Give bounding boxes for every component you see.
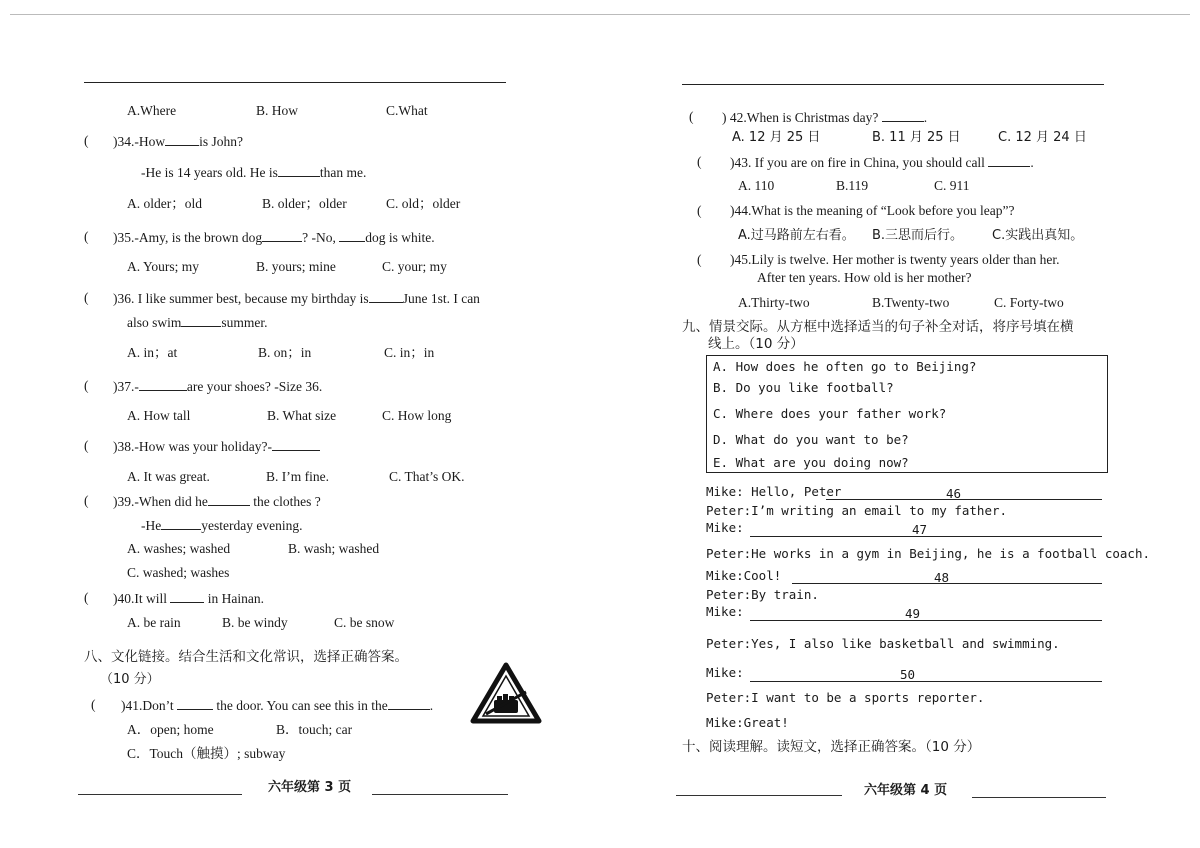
q36-question: )36. I like summer best, because my birthday is June 1st. I can — [113, 291, 480, 306]
dialog-line: Peter:Yes, I also like basketball and swimming. — [706, 636, 1060, 651]
q42-option-c: C. 12 月 24 日 — [998, 130, 1087, 145]
q34-option-b: B. older；older — [262, 196, 347, 211]
q37-option-b: B. What size — [267, 408, 337, 423]
q39-line2: -He yesterday evening. — [141, 518, 303, 533]
dialog-line: Mike:Great! — [706, 715, 789, 730]
do-not-touch-sign-icon — [470, 662, 542, 724]
box-option-b: B. Do you like football? — [713, 380, 894, 395]
dialog-line: Mike: — [706, 520, 744, 535]
q42-question: ) 42.When is Christmas day? . — [722, 110, 928, 125]
q41-option-a: A．open; home — [127, 722, 214, 737]
q38-option-b: B. I’m fine. — [266, 469, 329, 484]
dialog-line: Mike: Hello, Peter — [706, 484, 842, 499]
q38-option-a: A. It was great. — [127, 469, 210, 484]
left-footer-rule-a — [78, 794, 242, 795]
q40-paren: ( — [84, 590, 89, 605]
answer-blank-50 — [750, 681, 1102, 682]
answer-blank-49 — [750, 620, 1102, 621]
q34-question: )34.-How is John? — [113, 134, 243, 149]
q38-option-c: C. That’s OK. — [389, 469, 465, 484]
q41-paren: ( — [91, 697, 96, 712]
scan-edge-line — [10, 14, 1190, 15]
q41-option-c: C．Touch（触摸）; subway — [127, 746, 286, 761]
q33-option-c: C.What — [386, 103, 428, 118]
section-9-title: 九、情景交际。从方框中选择适当的句子补全对话，将序号填在横 — [682, 319, 1074, 335]
q40-option-a: A. be rain — [127, 615, 181, 630]
q38-question: )38.-How was your holiday?- — [113, 438, 320, 455]
q41-option-b: B．touch; car — [276, 722, 353, 737]
q34-answer-line: -He is 14 years old. He is than me. — [141, 165, 367, 180]
q37-option-a: A. How tall — [127, 408, 191, 423]
q35-option-a: A. Yours; my — [127, 259, 200, 274]
q34-paren: ( — [84, 133, 89, 148]
q40-option-b: B. be windy — [222, 615, 288, 630]
q44-option-c: C.实践出真知。 — [992, 228, 1084, 243]
q42-paren: ( — [689, 109, 694, 124]
q44-option-a: A.过马路前左右看。 — [738, 228, 855, 243]
q39-paren: ( — [84, 493, 89, 508]
q40-option-c: C. be snow — [334, 615, 395, 630]
blank-number-49: 49 — [905, 606, 921, 621]
q42-option-a: A. 12 月 25 日 — [732, 130, 821, 145]
q33-option-b: B. How — [256, 103, 299, 118]
section-8-title: 八、文化链接。结合生活和文化常识，选择正确答案。 — [84, 649, 408, 665]
q41-question: )41.Don’t the door. You can see this in the . — [121, 698, 434, 713]
q36-option-a: A. in；at — [127, 345, 178, 360]
blank-number-47: 47 — [912, 522, 928, 537]
dialog-line: Mike: — [706, 604, 744, 619]
q35-option-b: B. yours; mine — [256, 259, 336, 274]
left-page-number: 六年级第 3 页 — [268, 780, 352, 795]
q43-question: )43. If you are on fire in China, you should call . — [730, 155, 1034, 170]
blank-number-48: 48 — [934, 570, 950, 585]
q45-paren: ( — [697, 252, 702, 267]
q37-paren: ( — [84, 378, 89, 393]
section-8-score: （10 分） — [100, 672, 160, 687]
left-footer-rule-b — [372, 794, 508, 795]
q40-question: )40.It will in Hainan. — [113, 591, 264, 606]
q35-paren: ( — [84, 229, 89, 244]
blank-number-46: 46 — [946, 486, 962, 501]
answer-blank-46 — [826, 499, 1102, 500]
q43-option-c: C. 911 — [934, 178, 970, 193]
box-option-c: C. Where does your father work? — [713, 406, 947, 421]
dialog-line: Mike: — [706, 665, 744, 680]
q33-option-a: A.Where — [127, 103, 177, 118]
q38-paren: ( — [84, 438, 89, 453]
q39-question: )39.-When did he the clothes ? — [113, 494, 321, 509]
section-10-title: 十、阅读理解。读短文，选择正确答案。（10 分） — [682, 739, 981, 755]
dialog-line: Peter:By train. — [706, 587, 819, 602]
q37-question: )37.- are your shoes? -Size 36. — [113, 379, 323, 394]
q36-option-c: C. in；in — [384, 345, 435, 360]
q39-option-b: B. wash; washed — [288, 541, 380, 556]
right-header-rule — [682, 84, 1104, 85]
q36-paren: ( — [84, 290, 89, 305]
q44-question: )44.What is the meaning of “Look before you leap”? — [730, 203, 1015, 218]
q45-option-b: B.Twenty-two — [872, 295, 950, 310]
q44-option-b: B.三思而后行。 — [872, 228, 964, 243]
left-header-rule — [84, 82, 506, 83]
dialog-line: Peter:He works in a gym in Beijing, he is a football coach. — [706, 546, 1151, 561]
dialog-line: Peter:I’m writing an email to my father. — [706, 503, 1008, 518]
box-option-a: A. How does he often go to Beijing? — [713, 359, 977, 374]
q36-option-b: B. on；in — [258, 345, 312, 360]
section-9-title-line2: 线上。（10 分） — [708, 336, 804, 352]
q45-question: )45.Lily is twelve. Her mother is twenty years older than her. — [730, 252, 1060, 267]
q35-question: )35.-Amy, is the brown dog ? -No, dog is white. — [113, 230, 435, 245]
q39-option-c: C. washed; washes — [127, 565, 230, 580]
q36-line2: also swim summer. — [127, 315, 268, 330]
q34-option-c: C. old；older — [386, 196, 461, 211]
q45-option-a: A.Thirty-two — [738, 295, 810, 310]
q44-paren: ( — [697, 203, 702, 218]
dialog-line: Mike:Cool! — [706, 568, 782, 583]
q35-option-c: C. your; my — [382, 259, 447, 274]
right-footer-rule-b — [972, 797, 1106, 798]
q43-paren: ( — [697, 154, 702, 169]
q45-question-line2: After ten years. How old is her mother? — [757, 270, 972, 285]
q43-option-b: B.119 — [836, 178, 869, 193]
right-page-number: 六年级第 4 页 — [864, 783, 948, 798]
q37-option-c: C. How long — [382, 408, 452, 423]
blank-number-50: 50 — [900, 667, 916, 682]
q34-option-a: A. older；old — [127, 196, 202, 211]
box-option-e: E. What are you doing now? — [713, 455, 909, 470]
box-option-d: D. What do you want to be? — [713, 432, 909, 447]
q45-option-c: C. Forty-two — [994, 295, 1064, 310]
q42-option-b: B. 11 月 25 日 — [872, 130, 961, 145]
dialog-line: Peter:I want to be a sports reporter. — [706, 690, 985, 705]
q39-option-a: A. washes; washed — [127, 541, 231, 556]
right-footer-rule-a — [676, 795, 842, 796]
q43-option-a: A. 110 — [738, 178, 775, 193]
